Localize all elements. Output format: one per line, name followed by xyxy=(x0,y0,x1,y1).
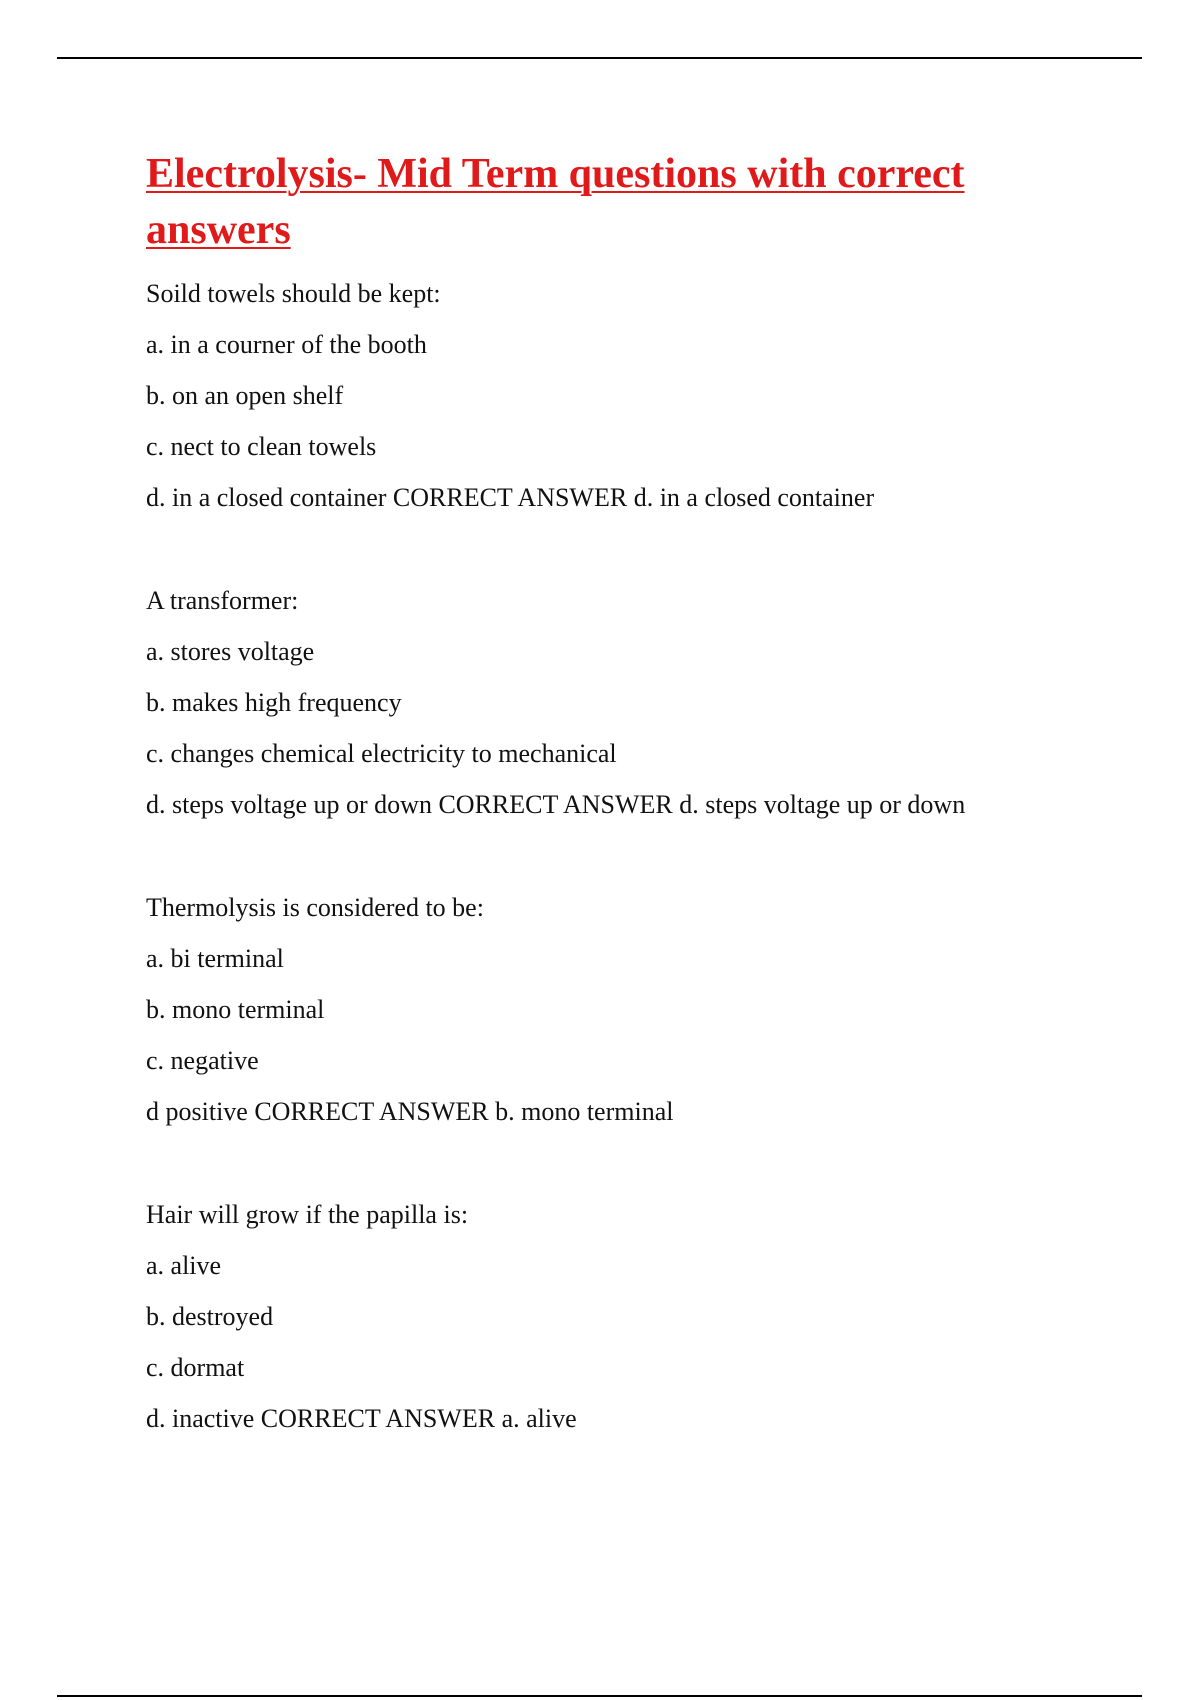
answer-option-d: d. steps voltage up or down CORRECT ANSWER d. steps voltage up or down xyxy=(146,790,966,819)
header-rule xyxy=(57,57,1142,59)
answer-option-a: a. stores voltage xyxy=(146,637,315,666)
question-block-1 xyxy=(146,268,1076,523)
footer-rule xyxy=(57,1695,1142,1697)
question-block-3 xyxy=(146,882,1076,1137)
answer-option-d: d. inactive CORRECT ANSWER a. alive xyxy=(146,1404,577,1433)
answer-option-b: b. on an open shelf xyxy=(146,381,344,410)
answer-option-c: c. negative xyxy=(146,1046,259,1075)
question-block-2 xyxy=(146,575,1076,830)
question-prompt: A transformer: xyxy=(146,586,299,615)
answer-option-b: b. makes high frequency xyxy=(146,688,402,717)
answer-option-d: d positive CORRECT ANSWER b. mono terminal xyxy=(146,1097,674,1126)
answer-option-a: a. in a courner of the booth xyxy=(146,330,427,359)
document-body xyxy=(146,146,1076,1444)
answer-option-c: c. changes chemical electricity to mechanical xyxy=(146,739,617,768)
question-prompt: Hair will grow if the papilla is: xyxy=(146,1200,469,1229)
question-block-4 xyxy=(146,1189,1076,1444)
answer-option-d: d. in a closed container CORRECT ANSWER d. in a closed container xyxy=(146,483,875,512)
answer-option-c: c. nect to clean towels xyxy=(146,432,377,461)
answer-option-b: b. destroyed xyxy=(146,1302,274,1331)
document-title: Electrolysis- Mid Term questions with correct answers xyxy=(146,151,965,253)
answer-option-c: c. dormat xyxy=(146,1353,245,1382)
answer-option-a: a. alive xyxy=(146,1251,222,1280)
answer-option-a: a. bi terminal xyxy=(146,944,284,973)
answer-option-b: b. mono terminal xyxy=(146,995,325,1024)
question-prompt: Soild towels should be kept: xyxy=(146,279,441,308)
question-prompt: Thermolysis is considered to be: xyxy=(146,893,484,922)
